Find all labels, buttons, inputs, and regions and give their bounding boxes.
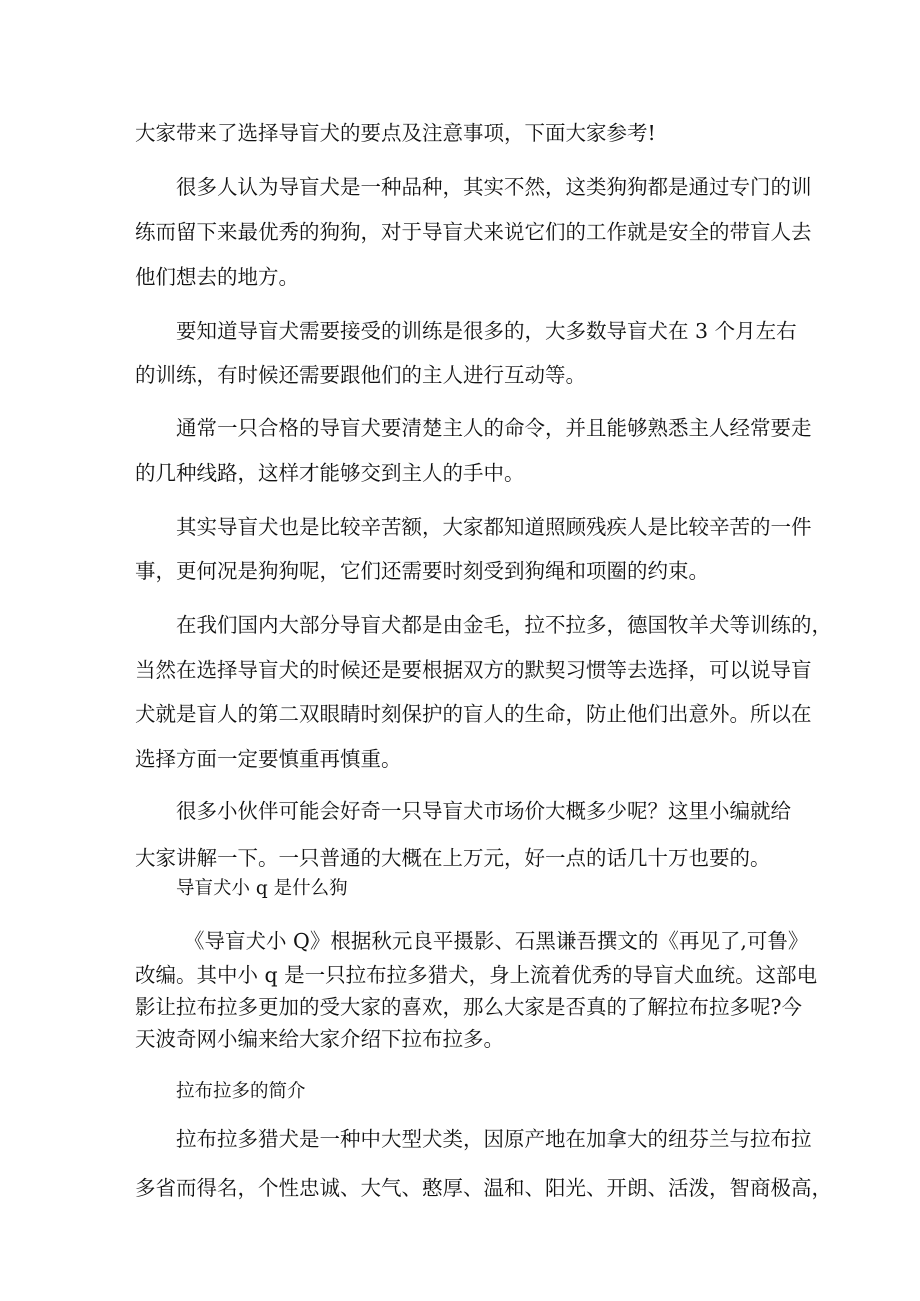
section-heading: 导盲犬小 q 是什么狗 (176, 878, 348, 899)
text-line: 练而留下来最优秀的狗狗，对于导盲犬来说它们的工作就是安全的带盲人去 (135, 220, 812, 244)
text-line: 的几种线路，这样才能够交到主人的手中。 (135, 461, 525, 485)
text-line: 大家带来了选择导盲犬的要点及注意事项，下面大家参考! (135, 121, 656, 145)
section-heading: 拉布拉多的简介 (176, 1081, 306, 1102)
text-line: 多省而得名，个性忠诚、大气、憨厚、温和、阳光、开朗、活泼，智商极高， (135, 1176, 832, 1200)
paragraph-first-line: 要知道导盲犬需要接受的训练是很多的，大多数导盲犬在 3 个月左右 (176, 319, 797, 343)
paragraph-first-line: 其实导盲犬也是比较辛苦额，大家都知道照顾残疾人是比较辛苦的一件 (176, 515, 812, 539)
paragraph-first-line: 通常一只合格的导盲犬要清楚主人的命令，并且能够熟悉主人经常要走 (176, 416, 812, 440)
paragraph-first-line: 《导盲犬小 Q》根据秋元良平摄影、石黑谦吾撰文的《再见了,可鲁》 (184, 929, 809, 953)
text-line: 当然在选择导盲犬的时候还是要根据双方的默契习惯等去选择，可以说导盲 (135, 658, 812, 682)
text-line: 改编。其中小 q 是一只拉布拉多猎犬，身上流着优秀的导盲犬血统。这部电 (135, 963, 818, 987)
text-line: 大家讲解一下。一只普通的大概在上万元，好一点的话几十万也要的。 (135, 846, 771, 870)
text-line: 影让拉布拉多更加的受大家的喜欢，那么大家是否真的了解拉布拉多呢?今 (135, 995, 802, 1019)
text-line: 他们想去的地方。 (135, 265, 299, 289)
text-line: 选择方面一定要慎重再慎重。 (135, 747, 402, 771)
paragraph-first-line: 拉布拉多猎犬是一种中大型犬类，因原产地在加拿大的纽芬兰与拉布拉 (176, 1127, 812, 1151)
text-line: 的训练，有时候还需要跟他们的主人进行互动等。 (135, 363, 586, 387)
paragraph-first-line: 很多小伙伴可能会好奇一只导盲犬市场价大概多少呢？这里小编就给 (176, 799, 791, 823)
text-line: 犬就是盲人的第二双眼睛时刻保护的盲人的生命，防止他们出意外。所以在 (135, 702, 812, 726)
paragraph-first-line: 在我们国内大部分导盲犬都是由金毛，拉不拉多，德国牧羊犬等训练的， (176, 613, 832, 637)
text-line: 天波奇网小编来给大家介绍下拉布拉多。 (135, 1027, 504, 1051)
paragraph-first-line: 很多人认为导盲犬是一种品种，其实不然，这类狗狗都是通过专门的训 (176, 175, 812, 199)
text-line: 事，更何况是狗狗呢，它们还需要时刻受到狗绳和项圈的约束。 (135, 559, 709, 583)
